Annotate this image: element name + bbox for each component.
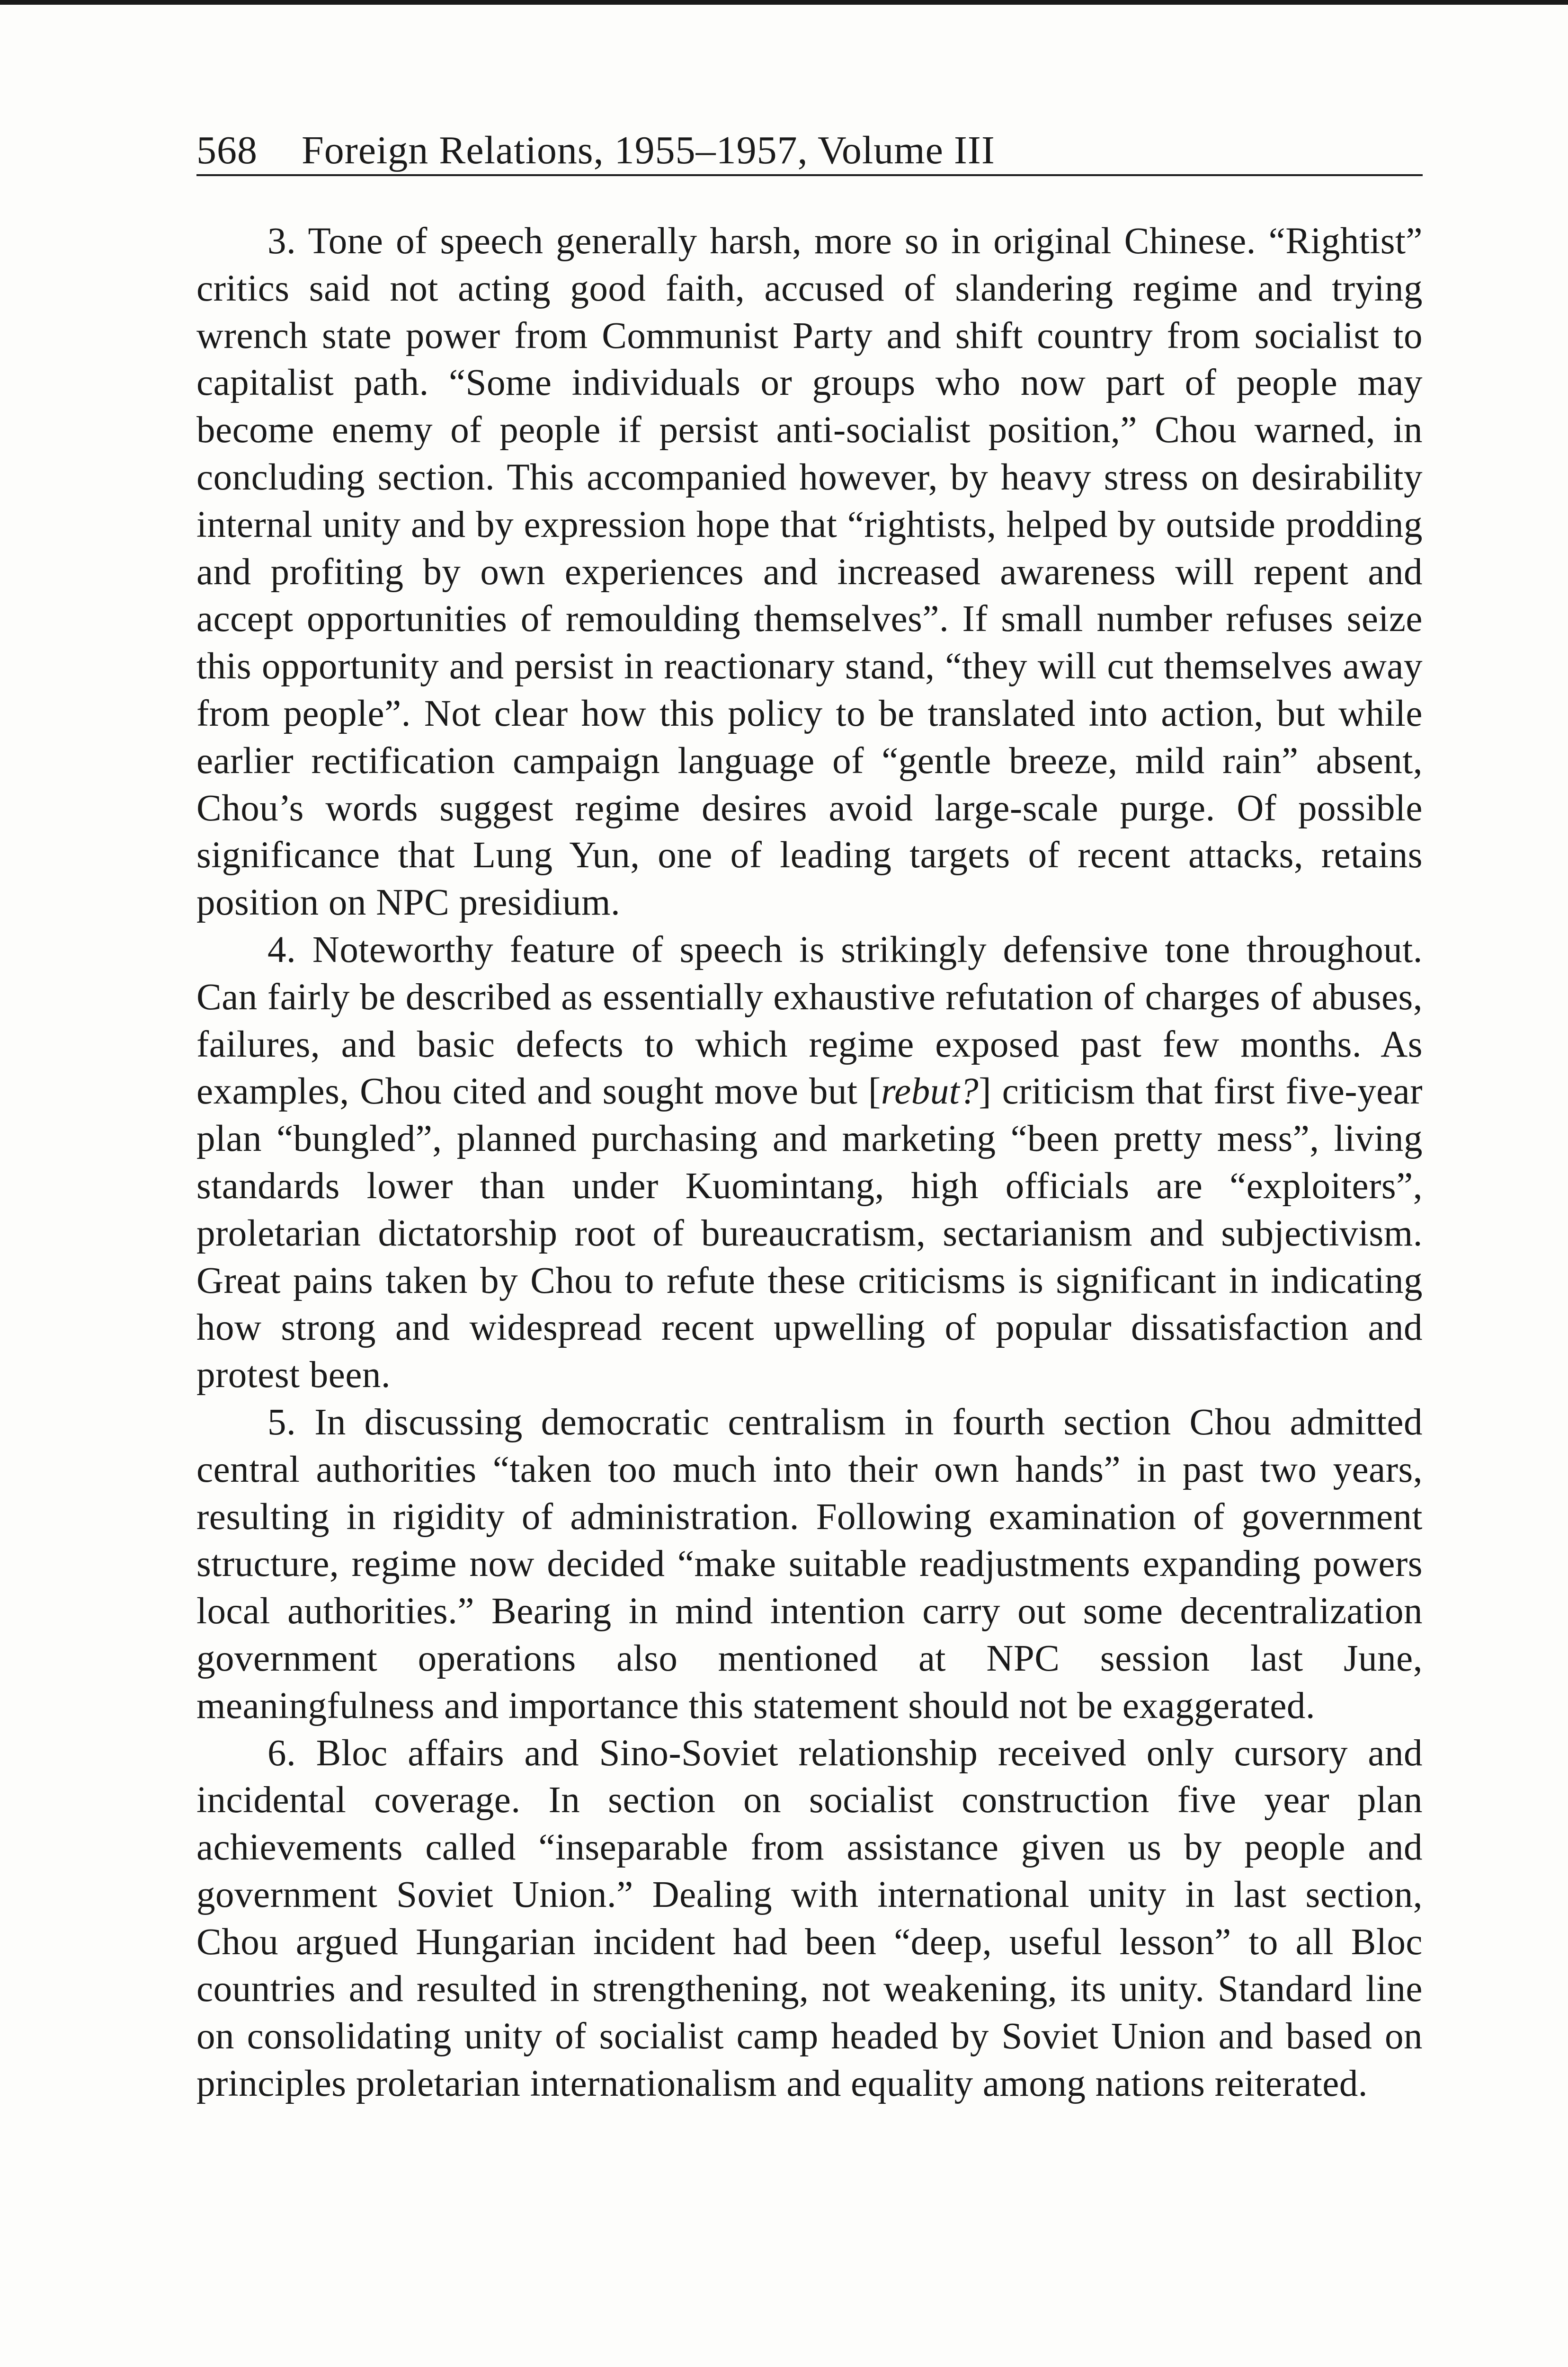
page-number: 568 [196,128,258,172]
paragraph-4 [196,926,1423,1399]
paragraph-3: 3. Tone of speech generally harsh, more so in original Chinese. “Rightist” critics said not acting good faith, accused of slandering regime and trying wrench state power from Communist Party and shift country from socialist to capitalist path. “Some individuals or groups who now part of people may become enemy of people if persist anti-socialist position,” Chou warned, in concluding section. This accompanied however, by heavy stress on desirability internal unity and by expression hope that “rightists, helped by outside prodding and profiting by own experiences and increased awareness will repent and accept opportunities of remoulding themselves”. If small number refuses seize this opportunity and persist in reactionary stand, “they will cut themselves away from people”. Not clear how this policy to be translated into action, but while earlier rectification campaign language of “gentle breeze, mild rain” absent, Chou’s words suggest regime desires avoid large-scale purge. Of possible significance that Lung Yun, one of leading targets of recent attacks, retains position on NPC presidium. [196,221,1423,924]
scan-top-edge [0,0,1568,5]
running-head [196,117,1423,176]
paragraph-6: 6. Bloc affairs and Sino-Soviet relationship received only cursory and incidental coverage. In section on socialist construction five year plan achievements called “inseparable from assistance given us by people and government Soviet Union.” Dealing with international unity in last section, Chou argued Hungarian incident had been “deep, useful lesson” to all Bloc countries and resulted in strengthening, not weakening, its unity. Standard line on consolidating unity of socialist camp headed by Soviet Union and based on principles proletarian internationalism and equality among nations reiterated. [196,1732,1423,2105]
paragraph-5: 5. In discussing democratic centralism in fourth section Chou admitted central authorities “taken too much into their own hands” in past two years, resulting in rigidity of administration. Following examination of government structure, regime now decided “make suitable readjustments expanding powers local authorities.” Bearing in mind intention carry out some decentralization government operations also mentioned at NPC session last June, meaningfulness and importance this statement should not be exaggerated. [196,1401,1423,1726]
paragraph-4-part-1: 4. Noteworthy feature of speech is strikingly defensive tone throughout. Can fairly be described as essentially exhaustive refutation of charges of abuses, failures, and basic defects to which regime exposed past few months. As examples, Chou cited and sought move but [ [196,929,1423,1112]
body-text [196,218,1423,2108]
series-title: Foreign Relations, 1955–1957, Volume III [302,128,995,172]
paragraph-4-part-2: ] criticism that first five-year plan “bungled”, planned purchasing and marketing “been pretty mess”, living standards lower than under Kuomintang, high officials are “exploiters”, proletarian dictatorship root of bureaucratism, sectarianism and subjectivism. Great pains taken by Chou to refute these criticisms is significant in indicating how strong and widespread recent upwelling of popular dissatisfaction and protest been. [196,1071,1423,1396]
paragraph-4-italic-note: rebut? [881,1071,979,1112]
